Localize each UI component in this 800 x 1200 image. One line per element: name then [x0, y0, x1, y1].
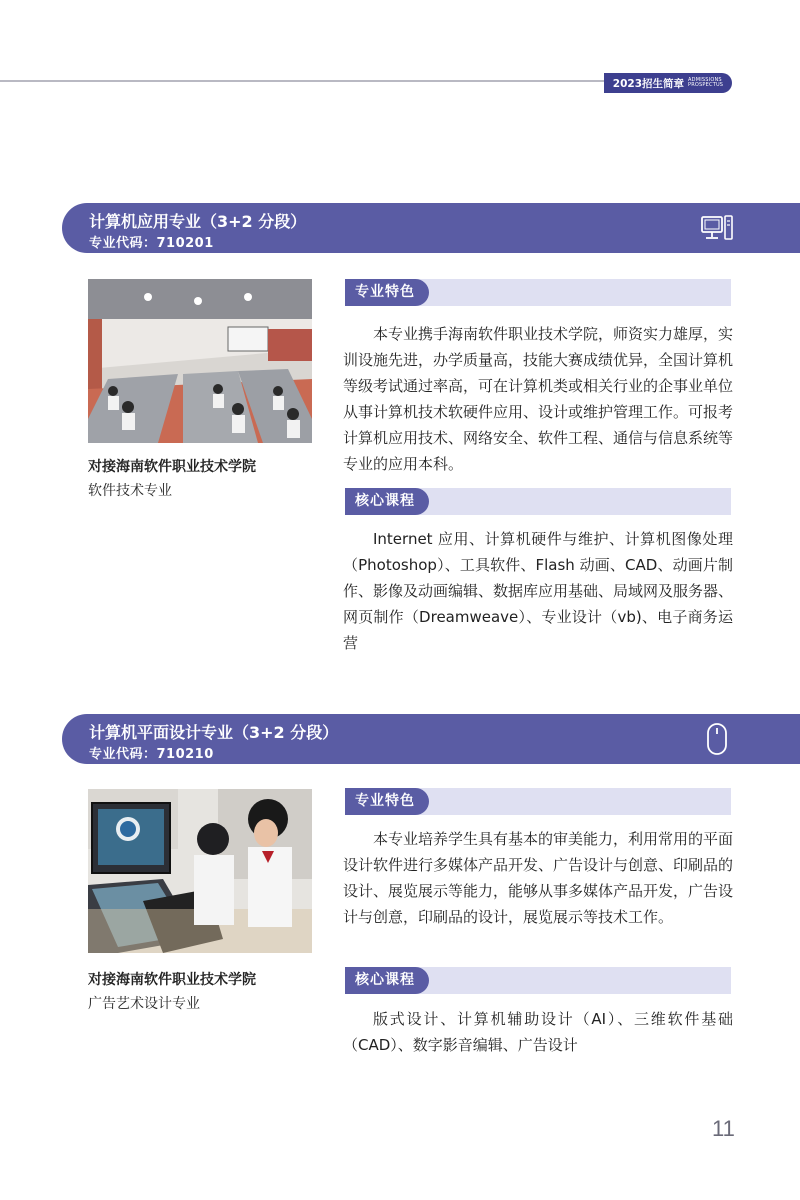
course-label: 核心课程 [345, 488, 429, 515]
computer-lab-photo [88, 279, 312, 443]
course-heading [345, 488, 731, 515]
feature-heading [345, 279, 731, 306]
design-class-photo [88, 789, 312, 953]
section-code: 专业代码：710210 [89, 747, 214, 762]
course-text: Internet 应用、计算机硬件与维护、计算机图像处理（Photoshop）、工具软件、Flash 动画、CAD、动画片制作、影像及动画编辑、数据库应用基础、局域网及服务器、网页制作（Dreamweave）、专业设计（vb)、电子商务运营 [343, 530, 734, 652]
section-title: 计算机应用专业（3+2 分段） [89, 212, 307, 231]
feature-label: 专业特色 [345, 279, 429, 306]
computer-icon [700, 212, 734, 244]
mouse-icon [700, 723, 734, 755]
brochure-subtitle: ADMISSIONS PROSPECTUS [688, 76, 724, 88]
course-text: 版式设计、计算机辅助设计（AI）、三维软件基础（CAD）、数字影音编辑、广告设计 [343, 1010, 733, 1054]
course-label: 核心课程 [345, 967, 429, 994]
feature-heading [345, 788, 731, 815]
page-number: 11 [712, 1116, 735, 1141]
feature-text: 本专业携手海南软件职业技术学院，师资实力雄厚，实训设施先进，办学质量高，技能大赛成绩优异，全国计算机等级考试通过率高，可在计算机类或相关行业的企事业单位从事计算机技术软硬件应用、设计或维护管理工作。可报考计算机应用技术、网络安全、软件工程、通信与信息系统等专业的应用本科。 [343, 325, 734, 473]
brochure-title: 2023招生简章 [612, 77, 685, 90]
feature-text: 本专业培养学生具有基本的审美能力，利用常用的平面设计软件进行多媒体产品开发、广告设计与创意、印刷品的设计、展览展示等能力，能够从事多媒体产品开发，广告设计与创意，印刷品的设计，展览展示等技术工作。 [343, 830, 734, 926]
course-heading [345, 967, 731, 994]
partner-major: 广告艺术设计专业 [88, 996, 200, 1012]
partner-major: 软件技术专业 [88, 483, 172, 499]
section-title: 计算机平面设计专业（3+2 分段） [89, 723, 339, 742]
header-rule [0, 80, 608, 82]
partner-school: 对接海南软件职业技术学院 [88, 972, 256, 988]
section-header-graphic-design [62, 714, 800, 764]
partner-info [88, 455, 256, 503]
section-code: 专业代码：710201 [89, 236, 214, 251]
feature-label: 专业特色 [345, 788, 429, 815]
brochure-header-badge [604, 73, 732, 93]
section-header-computer-application [62, 203, 800, 253]
partner-info [88, 968, 256, 1016]
partner-school: 对接海南软件职业技术学院 [88, 459, 256, 475]
